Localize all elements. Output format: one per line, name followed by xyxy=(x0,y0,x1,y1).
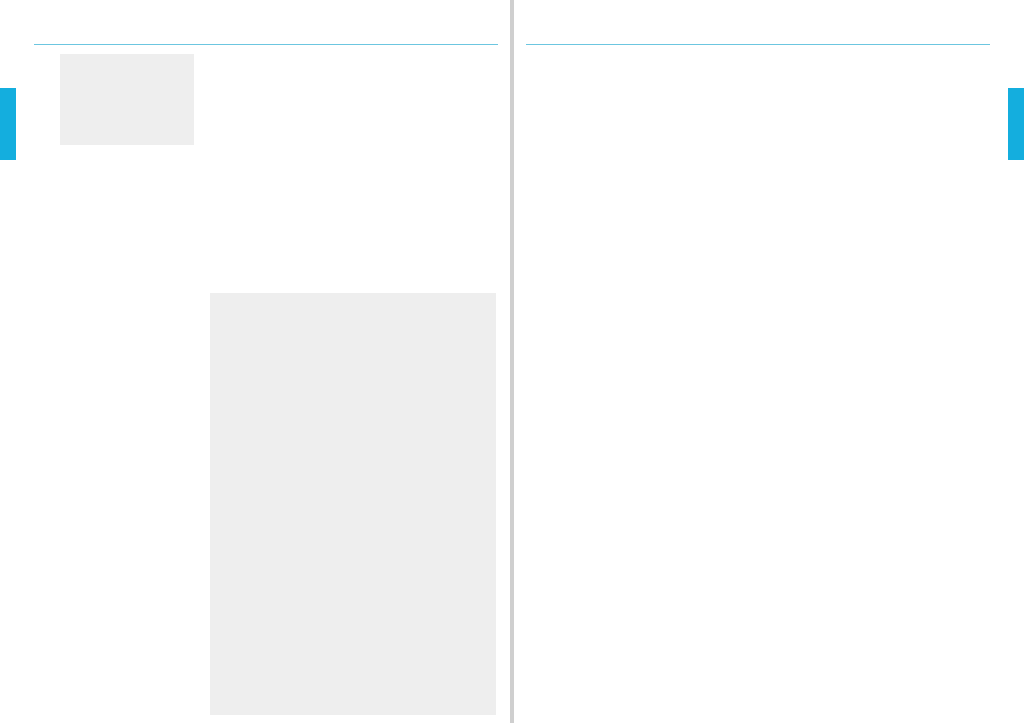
text-line xyxy=(210,384,496,395)
text-line xyxy=(726,100,1006,111)
text-line xyxy=(210,680,496,691)
fee-note-line xyxy=(544,447,712,458)
text-line xyxy=(210,510,496,521)
text-line xyxy=(210,54,496,65)
text-line xyxy=(726,259,1006,270)
text-line xyxy=(726,612,1006,623)
text-line xyxy=(726,498,1006,509)
text-line xyxy=(210,453,496,464)
category-list-heading xyxy=(210,282,496,293)
text-line xyxy=(60,77,194,88)
text-line xyxy=(726,419,1006,430)
text-line xyxy=(726,168,1006,179)
text-line xyxy=(60,88,194,99)
text-line xyxy=(726,555,1006,566)
header-rule xyxy=(34,44,498,45)
text-line xyxy=(210,692,496,703)
body-heading xyxy=(726,54,1006,65)
text-line xyxy=(726,441,1006,452)
text-line xyxy=(726,305,1006,316)
text-line xyxy=(210,350,496,361)
text-line xyxy=(726,396,1006,407)
section-tab xyxy=(0,88,16,160)
text-line xyxy=(726,487,1006,498)
text-line xyxy=(210,658,496,669)
text-line xyxy=(210,419,496,430)
text-line xyxy=(210,213,496,224)
right-page xyxy=(514,0,1024,723)
text-line xyxy=(726,179,1006,190)
text-line xyxy=(726,327,1006,338)
fee-note-line xyxy=(544,345,712,356)
text-line xyxy=(210,464,496,475)
text-line xyxy=(726,567,1006,578)
text-line xyxy=(210,362,496,373)
fee-note-line xyxy=(544,276,712,287)
fee-note-line xyxy=(544,128,712,139)
fee-note-line xyxy=(544,368,712,379)
fee-note-line xyxy=(544,322,712,333)
shaded-column xyxy=(60,54,194,145)
text-line xyxy=(726,202,1006,213)
fee-note-line xyxy=(544,379,712,390)
text-line xyxy=(60,122,194,133)
fee-item xyxy=(544,402,712,413)
fee-note-line xyxy=(544,299,712,310)
text-line xyxy=(726,521,1006,532)
fee-item xyxy=(544,413,712,424)
text-line xyxy=(210,65,496,76)
text-line xyxy=(210,179,496,190)
text-line xyxy=(210,532,496,543)
text-line xyxy=(210,624,496,635)
fee-note-line xyxy=(544,197,712,208)
fee-note-line xyxy=(544,265,712,276)
fee-heading xyxy=(544,60,712,71)
text-line xyxy=(60,65,194,76)
text-line xyxy=(210,145,496,156)
fee-note-line xyxy=(544,174,712,185)
fee-item xyxy=(544,94,712,105)
text-line xyxy=(726,510,1006,521)
fee-item xyxy=(544,83,712,94)
text-line xyxy=(726,646,1006,657)
text-line xyxy=(210,646,496,657)
text-line xyxy=(210,521,496,532)
text-line xyxy=(210,601,496,612)
fee-note-line xyxy=(544,436,712,447)
text-line xyxy=(726,236,1006,247)
text-line xyxy=(210,327,496,338)
text-line xyxy=(726,122,1006,133)
text-line xyxy=(726,134,1006,145)
text-line xyxy=(726,464,1006,475)
fee-note-line xyxy=(544,106,712,117)
text-line xyxy=(726,624,1006,635)
text-line xyxy=(210,316,496,327)
text-line xyxy=(210,612,496,623)
fee-note-line xyxy=(544,561,712,572)
text-line xyxy=(726,145,1006,156)
fee-note-line xyxy=(544,630,712,641)
text-line xyxy=(210,487,496,498)
header-rule xyxy=(526,44,990,45)
fee-note-line xyxy=(544,425,712,436)
text-line xyxy=(210,544,496,555)
fee-note-line xyxy=(544,311,712,322)
text-line xyxy=(726,339,1006,350)
fee-note-line xyxy=(544,607,712,618)
text-line xyxy=(726,157,1006,168)
fee-note-line xyxy=(544,538,712,549)
fee-note-line xyxy=(544,527,712,538)
text-line xyxy=(210,225,496,236)
text-line xyxy=(210,373,496,384)
fee-note-line xyxy=(544,550,712,561)
text-line xyxy=(726,248,1006,259)
text-line xyxy=(210,168,496,179)
text-line xyxy=(726,316,1006,327)
text-line xyxy=(726,578,1006,589)
text-line xyxy=(726,191,1006,202)
text-line xyxy=(210,635,496,646)
left-page xyxy=(0,0,510,723)
text-line xyxy=(210,134,496,145)
text-line xyxy=(210,441,496,452)
body-text xyxy=(726,54,1006,658)
fee-note-line xyxy=(544,163,712,174)
text-line xyxy=(210,407,496,418)
text-line xyxy=(210,578,496,589)
text-line xyxy=(726,475,1006,486)
text-line xyxy=(726,77,1006,88)
text-line xyxy=(210,111,496,122)
fee-note-line xyxy=(544,516,712,527)
text-line xyxy=(210,236,496,247)
text-line xyxy=(726,282,1006,293)
text-line xyxy=(210,339,496,350)
fee-group-title xyxy=(544,71,712,82)
fee-note-line xyxy=(544,242,712,253)
text-line xyxy=(210,589,496,600)
text-line xyxy=(210,270,496,281)
section-heading xyxy=(726,65,1006,76)
text-line xyxy=(726,213,1006,224)
text-line xyxy=(726,373,1006,384)
section-heading xyxy=(726,350,1006,361)
text-line xyxy=(210,202,496,213)
text-line xyxy=(60,111,194,122)
text-line xyxy=(210,100,496,111)
fee-groups xyxy=(544,71,712,641)
text-line xyxy=(210,396,496,407)
text-line xyxy=(210,305,496,316)
text-line xyxy=(210,88,496,99)
text-line xyxy=(210,567,496,578)
text-line xyxy=(60,54,194,65)
text-line xyxy=(210,498,496,509)
text-line xyxy=(726,225,1006,236)
fee-note-line xyxy=(544,356,712,367)
fee-note-line xyxy=(544,254,712,265)
fee-table-column xyxy=(544,60,712,641)
fee-note-line xyxy=(544,288,712,299)
text-line xyxy=(726,453,1006,464)
section-tab xyxy=(1008,88,1024,160)
body-text xyxy=(210,54,496,715)
text-line xyxy=(210,555,496,566)
text-line xyxy=(210,475,496,486)
fee-note-line xyxy=(544,117,712,128)
fee-note-line xyxy=(544,584,712,595)
text-line xyxy=(210,248,496,259)
fee-note-line xyxy=(544,481,712,492)
text-line xyxy=(726,635,1006,646)
text-line xyxy=(210,669,496,680)
fee-group-title xyxy=(544,390,712,401)
text-line xyxy=(726,384,1006,395)
text-line xyxy=(726,362,1006,373)
fee-note-line xyxy=(544,219,712,230)
text-line xyxy=(210,293,496,304)
text-line xyxy=(726,111,1006,122)
text-line xyxy=(726,544,1006,555)
fee-note-line xyxy=(544,333,712,344)
text-line xyxy=(210,430,496,441)
fee-note-line xyxy=(544,151,712,162)
fee-note-line xyxy=(544,470,712,481)
text-line xyxy=(726,407,1006,418)
text-line xyxy=(210,77,496,88)
fee-note-line xyxy=(544,140,712,151)
body-top xyxy=(210,54,496,282)
fee-note-line xyxy=(544,185,712,196)
text-line xyxy=(210,191,496,202)
text-line xyxy=(726,88,1006,99)
text-line xyxy=(210,157,496,168)
text-line xyxy=(60,100,194,111)
text-line xyxy=(60,134,194,145)
text-line xyxy=(726,589,1006,600)
fee-note-line xyxy=(544,231,712,242)
fee-note-line xyxy=(544,618,712,629)
text-line xyxy=(726,293,1006,304)
text-line xyxy=(210,259,496,270)
fee-note-line xyxy=(544,595,712,606)
body-sections xyxy=(726,65,1006,657)
fee-note-line xyxy=(544,573,712,584)
text-line xyxy=(210,122,496,133)
text-line xyxy=(726,601,1006,612)
text-line xyxy=(726,270,1006,281)
fee-note-line xyxy=(544,504,712,515)
text-line xyxy=(210,703,496,714)
fee-note-line xyxy=(544,459,712,470)
text-line xyxy=(726,532,1006,543)
fee-note-line xyxy=(544,208,712,219)
text-line xyxy=(726,430,1006,441)
category-list xyxy=(210,293,496,714)
fee-note-line xyxy=(544,493,712,504)
